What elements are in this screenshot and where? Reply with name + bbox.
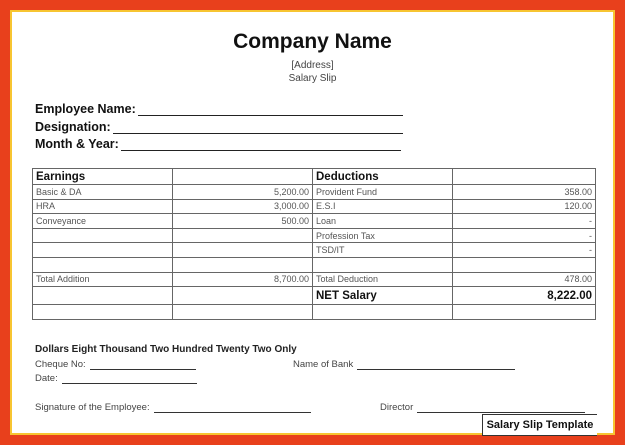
earning-amount: 5,200.00: [173, 185, 313, 200]
amount-in-words: Dollars Eight Thousand Two Hundred Twenty Two Only: [35, 344, 297, 355]
deduction-label: Profession Tax: [313, 228, 453, 243]
deduction-amount: -: [453, 228, 596, 243]
table-cell: [173, 169, 313, 185]
table-row: [33, 257, 596, 272]
bank-field: [293, 359, 515, 370]
table-header-row: [33, 169, 596, 185]
director-field: [380, 402, 585, 413]
net-salary-value: 8,222.00: [453, 287, 596, 305]
date-field: [35, 373, 197, 384]
deductions-header: Deductions: [313, 169, 453, 185]
earnings-header: Earnings: [33, 169, 173, 185]
table-row: [33, 243, 596, 258]
bank-line: [357, 359, 515, 370]
total-addition-amount: 8,700.00: [173, 272, 313, 287]
director-label: Director: [380, 402, 414, 413]
earning-label: HRA: [33, 199, 173, 214]
earning-amount: 500.00: [173, 214, 313, 229]
employee-signature-label: Signature of the Employee:: [35, 402, 150, 413]
earning-amount: [173, 243, 313, 258]
totals-row: [33, 272, 596, 287]
table-row: [33, 305, 596, 320]
earning-label: [33, 257, 173, 272]
deduction-label: Provident Fund: [313, 185, 453, 200]
company-name: Company Name: [233, 30, 392, 53]
employee-signature-field: [35, 402, 311, 413]
employee-name-line: [138, 102, 403, 116]
net-salary-row: [33, 287, 596, 305]
earning-amount: [173, 257, 313, 272]
designation-line: [113, 120, 403, 134]
earning-label: [33, 243, 173, 258]
deduction-label: E.S.I: [313, 199, 453, 214]
document-subtitle: Salary Slip: [288, 73, 337, 84]
table-row: [33, 185, 596, 200]
deduction-amount: -: [453, 214, 596, 229]
cheque-line: [90, 359, 196, 370]
company-address: [Address]: [291, 60, 334, 71]
total-deduction-label: Total Deduction: [313, 272, 453, 287]
table-cell: [33, 287, 173, 305]
earning-label: Conveyance: [33, 214, 173, 229]
deduction-label: Loan: [313, 214, 453, 229]
table-cell: [453, 169, 596, 185]
salary-table: [32, 168, 596, 320]
month-year-field: [35, 137, 401, 151]
deduction-amount: 120.00: [453, 199, 596, 214]
deduction-label: [313, 257, 453, 272]
bank-label: Name of Bank: [293, 359, 354, 370]
cheque-field: [35, 359, 196, 370]
table-cell: [33, 305, 173, 320]
deduction-amount: -: [453, 243, 596, 258]
table-row: [33, 199, 596, 214]
designation-field: [35, 120, 403, 134]
date-line: [62, 373, 197, 384]
date-label: Date:: [35, 373, 58, 384]
earning-amount: 3,000.00: [173, 199, 313, 214]
month-year-label: Month & Year:: [35, 137, 119, 151]
table-row: [33, 214, 596, 229]
total-addition-label: Total Addition: [33, 272, 173, 287]
deduction-label: TSD/IT: [313, 243, 453, 258]
cheque-label: Cheque No:: [35, 359, 86, 370]
earning-label: [33, 228, 173, 243]
table-row: [33, 228, 596, 243]
template-badge: Salary Slip Template: [482, 414, 597, 436]
table-cell: [313, 305, 453, 320]
table-cell: [173, 305, 313, 320]
employee-name-field: [35, 102, 403, 116]
deduction-amount: 358.00: [453, 185, 596, 200]
earning-label: Basic & DA: [33, 185, 173, 200]
table-cell: [453, 305, 596, 320]
month-year-line: [121, 137, 401, 151]
earning-amount: [173, 228, 313, 243]
employee-name-label: Employee Name:: [35, 102, 136, 116]
net-salary-label: NET Salary: [313, 287, 453, 305]
table-cell: [173, 287, 313, 305]
designation-label: Designation:: [35, 120, 111, 134]
total-deduction-amount: 478.00: [453, 272, 596, 287]
deduction-amount: [453, 257, 596, 272]
director-line: [417, 402, 585, 413]
employee-signature-line: [154, 402, 311, 413]
